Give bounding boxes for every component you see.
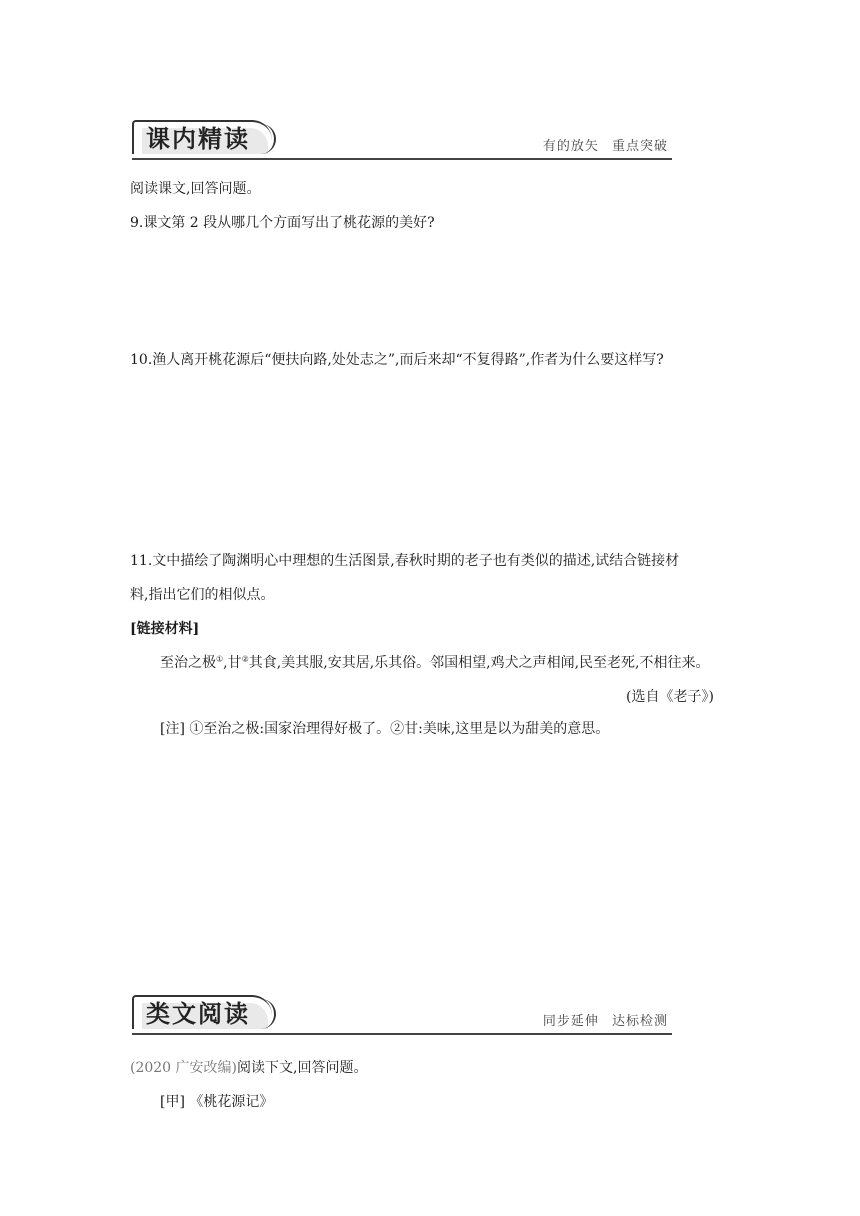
passage-a-title: [甲] 《桃花源记》: [160, 1094, 274, 1110]
instruction-text: 阅读课文,回答问题。: [130, 181, 261, 197]
section-title: 课内精读: [146, 125, 250, 153]
reading-instruction: [130, 1057, 367, 1079]
reading-source: (2020 广安改编): [130, 1060, 238, 1076]
question-11-line-1: 11.文中描绘了陶渊明心中理想的生活图景,春秋时期的老子也有类似的描述,试结合链接材: [130, 553, 680, 569]
source-citation: (选自《老子》): [626, 689, 714, 705]
reading-instruction-text: 阅读下文,回答问题。: [237, 1060, 368, 1076]
link-material-text-a: 至治之极: [160, 655, 216, 671]
footnote-ref-1: ①: [216, 654, 224, 664]
section-underline: [132, 1033, 672, 1035]
section-tagline: 同步延伸 达标检测: [542, 1014, 668, 1029]
question-10: 10.渔人离开桃花源后“便扶向路,处处志之”,而后来却“不复得路”,作者为什么要这样写?: [130, 352, 664, 368]
link-material-text-c: 其食,美其服,安其居,乐其俗。邻国相望,鸡犬之声相闻,民至老死,不相往来。: [248, 655, 710, 671]
tab-curve: [248, 999, 276, 1029]
section-underline: [132, 158, 672, 160]
link-material-text: [160, 652, 710, 674]
link-material-heading: [链接材料]: [130, 621, 200, 637]
section-header-intensive-reading: [132, 120, 672, 160]
section-tab: [132, 120, 272, 154]
section-tab: [132, 995, 272, 1029]
section-title: 类文阅读: [146, 1000, 250, 1028]
question-9: 9.课文第 2 段从哪几个方面写出了桃花源的美好?: [130, 215, 435, 231]
annotation-note: [注] ①至治之极:国家治理得好极了。②甘:美味,这里是以为甜美的意思。: [160, 721, 610, 737]
tab-curve: [248, 124, 276, 154]
question-11-line-2: 料,指出它们的相似点。: [130, 587, 275, 603]
footnote-ref-2: ②: [241, 654, 249, 664]
link-material-text-b: ,甘: [223, 655, 242, 671]
section-tagline: 有的放矢 重点突破: [542, 139, 668, 154]
section-header-related-reading: [132, 995, 672, 1035]
